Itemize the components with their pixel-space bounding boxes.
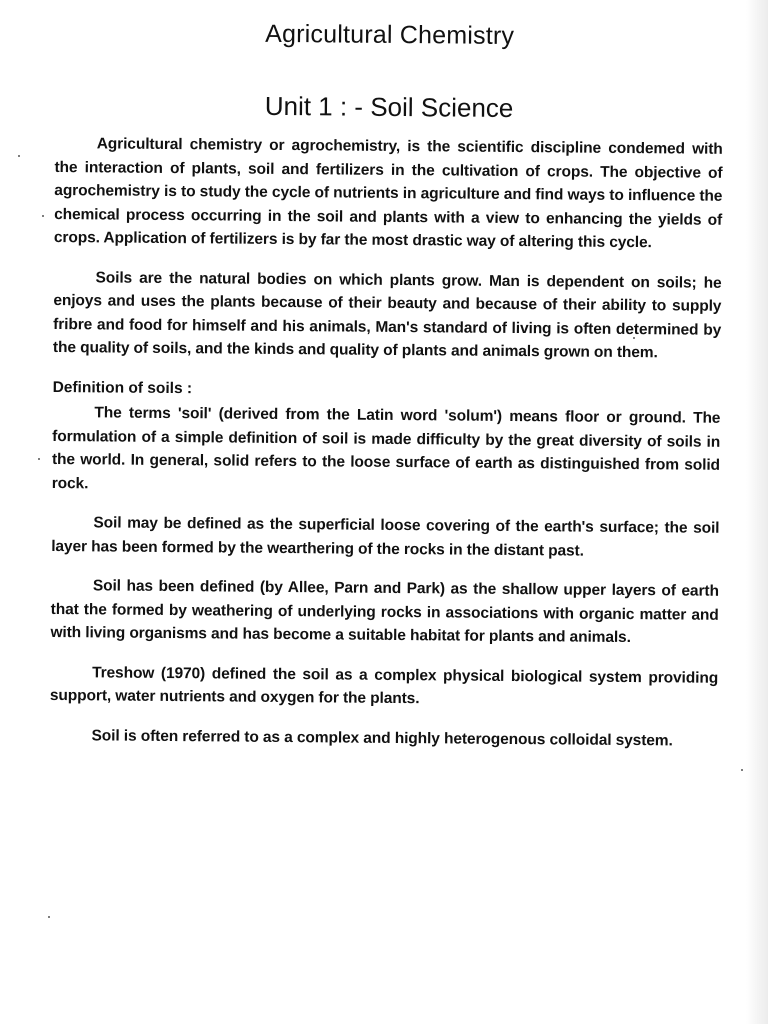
paragraph-soils-importance: Soils are the natural bodies on which plants grow. Man is dependent on soils; he enjoys and uses the plants because of their beauty and because of their ability to supply fribre and food for himself and his animals, Man's standard of living is often determined by the quality of soils, and the kinds and quality of plants and animals grown on them. xyxy=(52,268,722,362)
paragraph-soil-colloidal: Soil is often referred to as a complex and highly heterogenous colloidal system. xyxy=(91,726,673,749)
paragraph-soil-superficial: Soil may be defined as the superficial loose covering of the earth's surface; the soil layer has been formed by the wearthering of the rocks in the distant past. xyxy=(51,514,720,560)
page-edge-shadow xyxy=(746,0,768,1024)
document-title: Agricultural Chemistry xyxy=(265,19,515,50)
paragraph-soil-allee-definition: Soil has been defined (by Allee, Parn and Park) as the shallow upper layers of earth that the formed by weathering of underlying rocks in associations with organic matter and with living organisms and has become a suitable habitat for plants and animals. xyxy=(50,577,719,647)
unit-heading: Unit 1 : - Soil Science xyxy=(264,90,514,123)
section-heading-definition: Definition of soils : xyxy=(52,378,193,397)
scan-speck xyxy=(42,215,44,217)
scan-speck xyxy=(741,769,743,771)
paragraph-agrochemistry: Agricultural chemistry or agrochemistry, is the scientific discipline condemed with the interaction of plants, soil and fertilizers in the cultivation of crops. The objective of agrochemistry is to study the cycle of nutrients in agriculture and find ways to influence the chemical process occurring in the soil and plants with a view to enhancing the yields of crops. Application of fertilizers is by far the most drastic way of altering this cycle. xyxy=(53,135,723,252)
paragraph-soil-treshow-definition: Treshow (1970) defined the soil as a complex physical biological system providing support, water nutrients and oxygen for the plants. xyxy=(49,663,719,708)
scan-speck xyxy=(38,458,40,460)
scan-speck xyxy=(48,916,50,918)
paragraph-soil-term: The terms 'soil' (derived from the Latin word 'solum') means floor or ground. The formulation of a simple definition of soil is made difficulty by the great diversity of soils in the world. In general, solid refers to the loose surface of earth as distinguished from solid rock. xyxy=(51,404,721,492)
scan-speck xyxy=(18,155,20,157)
page-content xyxy=(49,0,723,753)
